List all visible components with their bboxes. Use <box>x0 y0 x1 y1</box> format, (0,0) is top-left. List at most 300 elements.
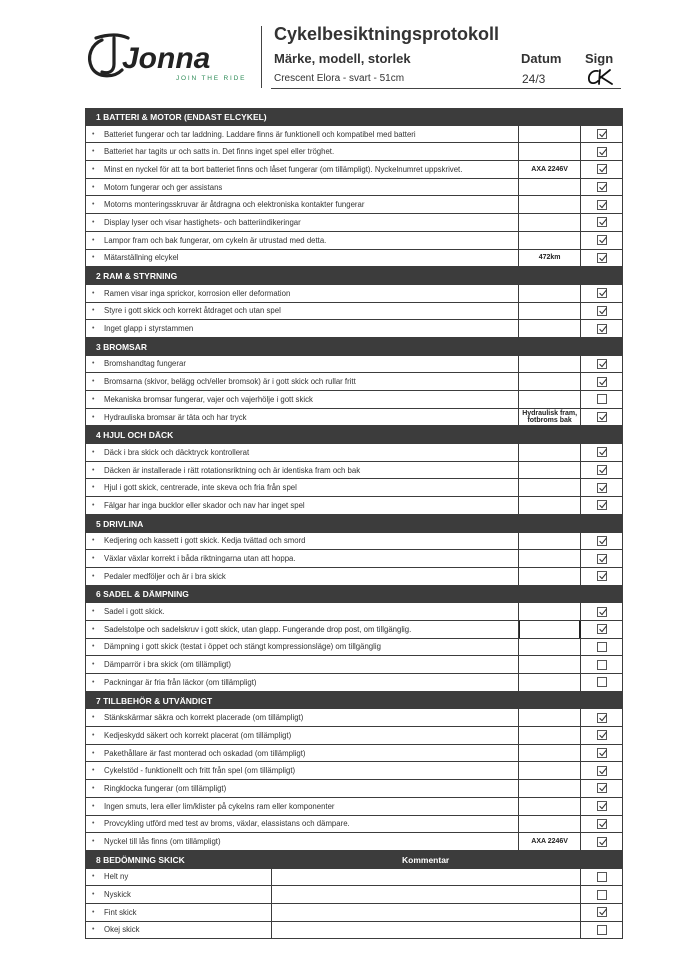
note-cell[interactable] <box>519 674 581 691</box>
checkbox-checked[interactable] <box>597 306 607 316</box>
checklist-row <box>85 762 623 780</box>
checklist-row <box>85 409 623 427</box>
header-rule <box>271 88 621 89</box>
check-cell <box>581 674 623 691</box>
bullet-icon: • <box>92 448 95 456</box>
bullet-icon: • <box>92 254 95 262</box>
check-cell <box>581 479 623 496</box>
section-header <box>85 515 623 533</box>
checklist-row <box>85 780 623 798</box>
bullet-icon: • <box>92 130 95 138</box>
check-cell <box>581 762 623 779</box>
item-cell <box>86 550 519 567</box>
item-cell <box>86 303 519 320</box>
item-text: Styre i gott skick och korrekt åtdraget och utan spel <box>104 306 281 316</box>
item-text: Mätarställning elcykel <box>104 253 179 263</box>
item-cell <box>86 497 519 514</box>
checklist-row <box>85 303 623 321</box>
checkbox-checked[interactable] <box>597 253 607 263</box>
check-cell <box>581 250 623 267</box>
note-cell[interactable] <box>519 373 581 390</box>
note-cell[interactable] <box>519 143 581 160</box>
grade-cell <box>86 869 272 886</box>
item-text: Pakethållare är fast monterad och oskadad (om tillämpligt) <box>104 748 306 758</box>
checkbox-checked[interactable] <box>597 235 607 245</box>
checkbox-checked[interactable] <box>597 164 607 174</box>
bullet-icon: • <box>92 484 95 492</box>
item-cell <box>86 196 519 213</box>
datum-value: 24/3 <box>522 72 546 86</box>
check-cell <box>581 621 623 638</box>
comment-field[interactable] <box>272 922 581 939</box>
checklist-row <box>85 373 623 391</box>
section-title: 6 SADEL & DÄMPNING <box>96 589 189 600</box>
checkbox-checked[interactable] <box>597 359 607 369</box>
section-title: 2 RAM & STYRNING <box>96 271 178 282</box>
section-title: 8 BEDÖMNING SKICK <box>96 854 185 865</box>
section-title: 4 HJUL OCH DÄCK <box>96 430 174 441</box>
checkbox-checked[interactable] <box>597 217 607 227</box>
item-text: Däck i bra skick och däcktryck kontrollerat <box>104 447 250 457</box>
note-cell[interactable] <box>519 568 581 585</box>
bullet-icon: • <box>92 307 95 315</box>
item-cell <box>86 373 519 390</box>
item-text: Fälgar har inga bucklor eller skador och nav har inget spel <box>104 500 305 510</box>
grade-row <box>85 886 623 904</box>
check-cell <box>581 798 623 815</box>
item-cell <box>86 232 519 249</box>
check-cell <box>581 603 623 620</box>
item-cell <box>86 798 519 815</box>
check-cell <box>581 816 623 833</box>
checkbox-checked[interactable] <box>597 837 607 847</box>
note-cell[interactable] <box>519 780 581 797</box>
note-cell[interactable] <box>519 550 581 567</box>
item-cell <box>86 639 519 656</box>
item-cell <box>86 356 519 373</box>
check-cell <box>581 303 623 320</box>
section-title: 7 TILLBEHÖR & UTVÄNDIGT <box>96 695 213 706</box>
checkbox-checked[interactable] <box>597 819 607 829</box>
check-cell <box>581 444 623 461</box>
check-cell <box>581 568 623 585</box>
item-text: Cykelstöd - funktionellt och fritt från spel (om tillämpligt) <box>104 766 296 776</box>
bullet-icon: • <box>92 148 95 156</box>
checkbox-checked[interactable] <box>597 907 607 917</box>
item-text: Kedjering och kassett i gott skick. Kedja tvättad och smord <box>104 536 306 546</box>
item-cell <box>86 727 519 744</box>
checklist-row <box>85 550 623 568</box>
checklist-row <box>85 356 623 374</box>
note-cell[interactable] <box>519 621 581 638</box>
logo-wordmark: Jonna <box>122 42 211 75</box>
note-cell[interactable] <box>519 497 581 514</box>
note-cell[interactable] <box>519 285 581 302</box>
note-cell[interactable] <box>519 214 581 231</box>
item-text: Motorn fungerar och ger assistans <box>104 182 223 192</box>
checklist-row <box>85 250 623 268</box>
checkbox-checked[interactable] <box>597 200 607 210</box>
bullet-icon: • <box>92 926 95 934</box>
bullet-icon: • <box>92 891 95 899</box>
checklist-row <box>85 603 623 621</box>
checklist-row <box>85 709 623 727</box>
checklist-row <box>85 816 623 834</box>
note-cell[interactable]: 472km <box>519 250 581 267</box>
bullet-icon: • <box>92 183 95 191</box>
item-text: Bromsarna (skivor, belägg och/eller bromsok) är i gott skick och rullar fritt <box>104 377 356 387</box>
note-cell[interactable] <box>519 798 581 815</box>
check-cell <box>581 833 623 850</box>
note-cell[interactable] <box>519 444 581 461</box>
note-cell[interactable] <box>519 656 581 673</box>
checklist-row <box>85 833 623 851</box>
checkbox-checked[interactable] <box>597 607 607 617</box>
note-cell[interactable] <box>519 320 581 337</box>
bullet-icon: • <box>92 731 95 739</box>
section-header <box>85 851 623 869</box>
grade-text: Fint skick <box>104 907 137 917</box>
check-cell <box>581 373 623 390</box>
datum-label: Datum <box>521 51 562 66</box>
checklist-row <box>85 126 623 144</box>
grade-cell <box>86 886 272 903</box>
checklist-row <box>85 391 623 409</box>
section-header <box>85 426 623 444</box>
bullet-icon: • <box>92 555 95 563</box>
check-cell <box>581 533 623 550</box>
checkbox-checked[interactable] <box>597 412 607 422</box>
bullet-icon: • <box>92 820 95 828</box>
note-cell[interactable] <box>519 179 581 196</box>
checkbox-checked[interactable] <box>597 624 607 634</box>
item-text: Ringklocka fungerar (om tillämpligt) <box>104 783 227 793</box>
item-cell <box>86 709 519 726</box>
bullet-icon: • <box>92 537 95 545</box>
item-text: Dämpning i gott skick (testat i öppet och stängt kompressionsläge) om tillgänglig <box>104 642 381 652</box>
checkbox-checked[interactable] <box>597 324 607 334</box>
header-divider <box>261 26 262 88</box>
note-cell[interactable] <box>519 603 581 620</box>
check-cell <box>581 656 623 673</box>
item-text: Bromshandtag fungerar <box>104 359 186 369</box>
check-cell <box>581 320 623 337</box>
check-cell <box>581 886 623 903</box>
section-header <box>85 267 623 285</box>
note-cell[interactable] <box>519 196 581 213</box>
bullet-icon: • <box>92 873 95 881</box>
bullet-icon: • <box>92 289 95 297</box>
check-cell <box>581 869 623 886</box>
section-header <box>85 692 623 710</box>
checkbox-unchecked[interactable] <box>597 660 607 670</box>
note-cell[interactable] <box>519 639 581 656</box>
item-text: Dämparrör i bra skick (om tillämpligt) <box>104 660 231 670</box>
item-cell <box>86 285 519 302</box>
checklist-row <box>85 232 623 250</box>
check-cell <box>581 780 623 797</box>
checkbox-checked[interactable] <box>597 465 607 475</box>
item-cell <box>86 462 519 479</box>
checkbox-checked[interactable] <box>597 182 607 192</box>
item-cell <box>86 833 519 850</box>
item-cell <box>86 161 519 178</box>
check-cell <box>581 462 623 479</box>
check-cell <box>581 285 623 302</box>
bullet-icon: • <box>92 165 95 173</box>
checkbox-checked[interactable] <box>597 536 607 546</box>
item-cell <box>86 250 519 267</box>
bullet-icon: • <box>92 767 95 775</box>
checklist-row <box>85 196 623 214</box>
note-cell[interactable] <box>519 709 581 726</box>
note-cell[interactable] <box>519 762 581 779</box>
checklist-row <box>85 674 623 692</box>
checklist-row <box>85 285 623 303</box>
bullet-icon: • <box>92 236 95 244</box>
bullet-icon: • <box>92 325 95 333</box>
bullet-icon: • <box>92 572 95 580</box>
check-cell <box>581 356 623 373</box>
note-cell[interactable] <box>519 356 581 373</box>
checkbox-unchecked[interactable] <box>597 890 607 900</box>
item-text: Lampor fram och bak fungerar, om cykeln är utrustad med detta. <box>104 235 327 245</box>
note-cell[interactable] <box>519 126 581 143</box>
checkbox-checked[interactable] <box>597 288 607 298</box>
check-cell <box>581 497 623 514</box>
note-cell[interactable] <box>519 391 581 408</box>
bullet-icon: • <box>92 201 95 209</box>
section-header <box>85 338 623 356</box>
check-cell <box>581 161 623 178</box>
jonna-logo <box>84 26 254 86</box>
item-cell <box>86 391 519 408</box>
bike-value: Crescent Elora - svart - 51cm <box>274 73 405 84</box>
bullet-icon: • <box>92 678 95 686</box>
section-header <box>85 108 623 126</box>
bullet-icon: • <box>92 838 95 846</box>
item-cell <box>86 656 519 673</box>
grade-cell <box>86 904 272 921</box>
item-cell <box>86 444 519 461</box>
check-cell <box>581 709 623 726</box>
checkbox-checked[interactable] <box>597 571 607 581</box>
checklist-row <box>85 621 623 639</box>
note-cell[interactable] <box>519 303 581 320</box>
checklist-row <box>85 656 623 674</box>
comment-field[interactable] <box>272 869 581 886</box>
checkbox-checked[interactable] <box>597 447 607 457</box>
inspection-table <box>85 108 623 939</box>
section-title: 5 DRIVLINA <box>96 518 144 529</box>
item-cell <box>86 409 519 426</box>
section-title: 3 BROMSAR <box>96 341 148 352</box>
grade-row <box>85 869 623 887</box>
item-text: Hydrauliska bromsar är täta och har tryck <box>104 412 247 422</box>
grade-row <box>85 922 623 940</box>
checkbox-checked[interactable] <box>597 483 607 493</box>
comment-column-label: Kommentar <box>402 854 450 865</box>
note-cell[interactable]: AXA 2246V <box>519 833 581 850</box>
note-cell[interactable] <box>519 479 581 496</box>
checklist-row <box>85 462 623 480</box>
checklist-row <box>85 214 623 232</box>
item-text: Sadelstolpe och sadelskruv i gott skick, utan glapp. Fungerande drop post, om tillgänglig. <box>104 624 412 634</box>
item-cell <box>86 143 519 160</box>
bullet-icon: • <box>92 360 95 368</box>
comment-field[interactable] <box>272 886 581 903</box>
item-text: Pedaler medföljer och är i bra skick <box>104 571 226 581</box>
checkbox-unchecked[interactable] <box>597 677 607 687</box>
checkbox-checked[interactable] <box>597 500 607 510</box>
item-text: Display lyser och visar hastighets- och batteriindikeringar <box>104 217 301 227</box>
check-cell <box>581 550 623 567</box>
item-cell <box>86 745 519 762</box>
signature-mark <box>586 67 616 87</box>
check-cell <box>581 745 623 762</box>
checkbox-unchecked[interactable] <box>597 394 607 404</box>
checkbox-checked[interactable] <box>597 783 607 793</box>
checkbox-checked[interactable] <box>597 377 607 387</box>
bullet-icon: • <box>92 908 95 916</box>
checklist-row <box>85 179 623 197</box>
grade-text: Helt ny <box>104 872 129 882</box>
note-cell[interactable] <box>519 727 581 744</box>
check-cell <box>581 232 623 249</box>
item-cell <box>86 320 519 337</box>
item-cell <box>86 603 519 620</box>
checklist-row <box>85 320 623 338</box>
item-cell <box>86 533 519 550</box>
item-text: Minst en nyckel för att ta bort batteriet finns och låset fungerar (om tillämpligt). Nyckelnumret uppskrivet. <box>104 164 463 174</box>
bullet-icon: • <box>92 501 95 509</box>
item-text: Ramen visar inga sprickor, korrosion eller deformation <box>104 288 291 298</box>
bullet-icon: • <box>92 378 95 386</box>
item-text: Provcykling utförd med test av broms, växlar, elassistans och dämpare. <box>104 819 350 829</box>
check-cell <box>581 727 623 744</box>
item-text: Motorns monteringsskruvar är åtdragna och elektroniska kontakter fungerar <box>104 200 365 210</box>
item-text: Packningar är fria från läckor (om tillämpligt) <box>104 677 257 687</box>
note-cell[interactable] <box>519 232 581 249</box>
item-cell <box>86 568 519 585</box>
note-cell[interactable] <box>519 816 581 833</box>
item-cell <box>86 621 519 638</box>
bullet-icon: • <box>92 802 95 810</box>
checklist-row <box>85 444 623 462</box>
item-text: Batteriet har tagits ur och satts in. Det finns inget spel eller tröghet. <box>104 147 335 157</box>
checkbox-checked[interactable] <box>597 554 607 564</box>
item-text: Sadel i gott skick. <box>104 607 165 617</box>
item-cell <box>86 126 519 143</box>
bullet-icon: • <box>92 466 95 474</box>
check-cell <box>581 196 623 213</box>
checklist-row <box>85 568 623 586</box>
item-text: Kedjeskydd säkert och korrekt placerat (om tillämpligt) <box>104 730 292 740</box>
grade-text: Nyskick <box>104 890 131 900</box>
bike-label: Märke, modell, storlek <box>274 51 411 66</box>
item-cell <box>86 674 519 691</box>
check-cell <box>581 904 623 921</box>
checkbox-unchecked[interactable] <box>597 925 607 935</box>
section-title: 1 BATTERI & MOTOR (ENDAST ELCYKEL) <box>96 111 267 122</box>
check-cell <box>581 143 623 160</box>
item-text: Hjul i gott skick, centrerade, inte skeva och fria från spel <box>104 483 297 493</box>
checklist-row <box>85 497 623 515</box>
checkbox-checked[interactable] <box>597 748 607 758</box>
checklist-row <box>85 533 623 551</box>
checkbox-checked[interactable] <box>597 766 607 776</box>
grade-text: Okej skick <box>104 925 140 935</box>
check-cell <box>581 391 623 408</box>
bullet-icon: • <box>92 625 95 633</box>
bullet-icon: • <box>92 784 95 792</box>
bullet-icon: • <box>92 608 95 616</box>
note-cell[interactable] <box>519 462 581 479</box>
checkbox-checked[interactable] <box>597 713 607 723</box>
item-text: Inget glapp i styrstammen <box>104 324 194 334</box>
item-cell <box>86 762 519 779</box>
bullet-icon: • <box>92 395 95 403</box>
note-cell[interactable] <box>519 533 581 550</box>
note-cell[interactable] <box>519 745 581 762</box>
bullet-icon: • <box>92 218 95 226</box>
checklist-row <box>85 161 623 179</box>
note-cell[interactable]: AXA 2246V <box>519 161 581 178</box>
checklist-row <box>85 479 623 497</box>
checklist-row <box>85 727 623 745</box>
item-cell <box>86 780 519 797</box>
section-header <box>85 586 623 604</box>
bullet-icon: • <box>92 643 95 651</box>
item-cell <box>86 479 519 496</box>
checkbox-checked[interactable] <box>597 129 607 139</box>
checkbox-unchecked[interactable] <box>597 872 607 882</box>
bullet-icon: • <box>92 714 95 722</box>
item-cell <box>86 816 519 833</box>
item-text: Ingen smuts, lera eller lim/klister på cykelns ram eller komponenter <box>104 801 335 811</box>
item-text: Batteriet fungerar och tar laddning. Laddare finns är funktionell och kompatibel med batteri <box>104 129 416 139</box>
comment-field[interactable] <box>272 904 581 921</box>
bullet-icon: • <box>92 661 95 669</box>
checkbox-checked[interactable] <box>597 801 607 811</box>
checklist-row <box>85 639 623 657</box>
note-cell[interactable]: Hydraulisk fram, fotbroms bak <box>519 409 581 426</box>
checkbox-checked[interactable] <box>597 730 607 740</box>
check-cell <box>581 639 623 656</box>
page-title: Cykelbesiktningsprotokoll <box>274 24 500 44</box>
check-cell <box>581 126 623 143</box>
checklist-row <box>85 745 623 763</box>
item-text: Stänkskärmar säkra och korrekt placerade (om tillämpligt) <box>104 713 304 723</box>
item-cell <box>86 214 519 231</box>
check-cell <box>581 409 623 426</box>
bullet-icon: • <box>92 749 95 757</box>
logo-tagline: JOIN THE RIDE <box>176 75 247 82</box>
document-header <box>0 0 678 100</box>
item-text: Däcken är installerade i rätt rotationsriktning och är identiska fram och bak <box>104 465 361 475</box>
checklist-row <box>85 798 623 816</box>
check-cell <box>581 922 623 939</box>
check-cell <box>581 214 623 231</box>
item-cell <box>86 179 519 196</box>
checkbox-unchecked[interactable] <box>597 642 607 652</box>
item-text: Nyckel till lås finns (om tillämpligt) <box>104 837 221 847</box>
sign-label: Sign <box>585 51 614 66</box>
bullet-icon: • <box>92 413 95 421</box>
checkbox-checked[interactable] <box>597 147 607 157</box>
grade-cell <box>86 922 272 939</box>
item-text: Växlar växlar korrekt i båda riktningarna utan att hoppa. <box>104 554 296 564</box>
